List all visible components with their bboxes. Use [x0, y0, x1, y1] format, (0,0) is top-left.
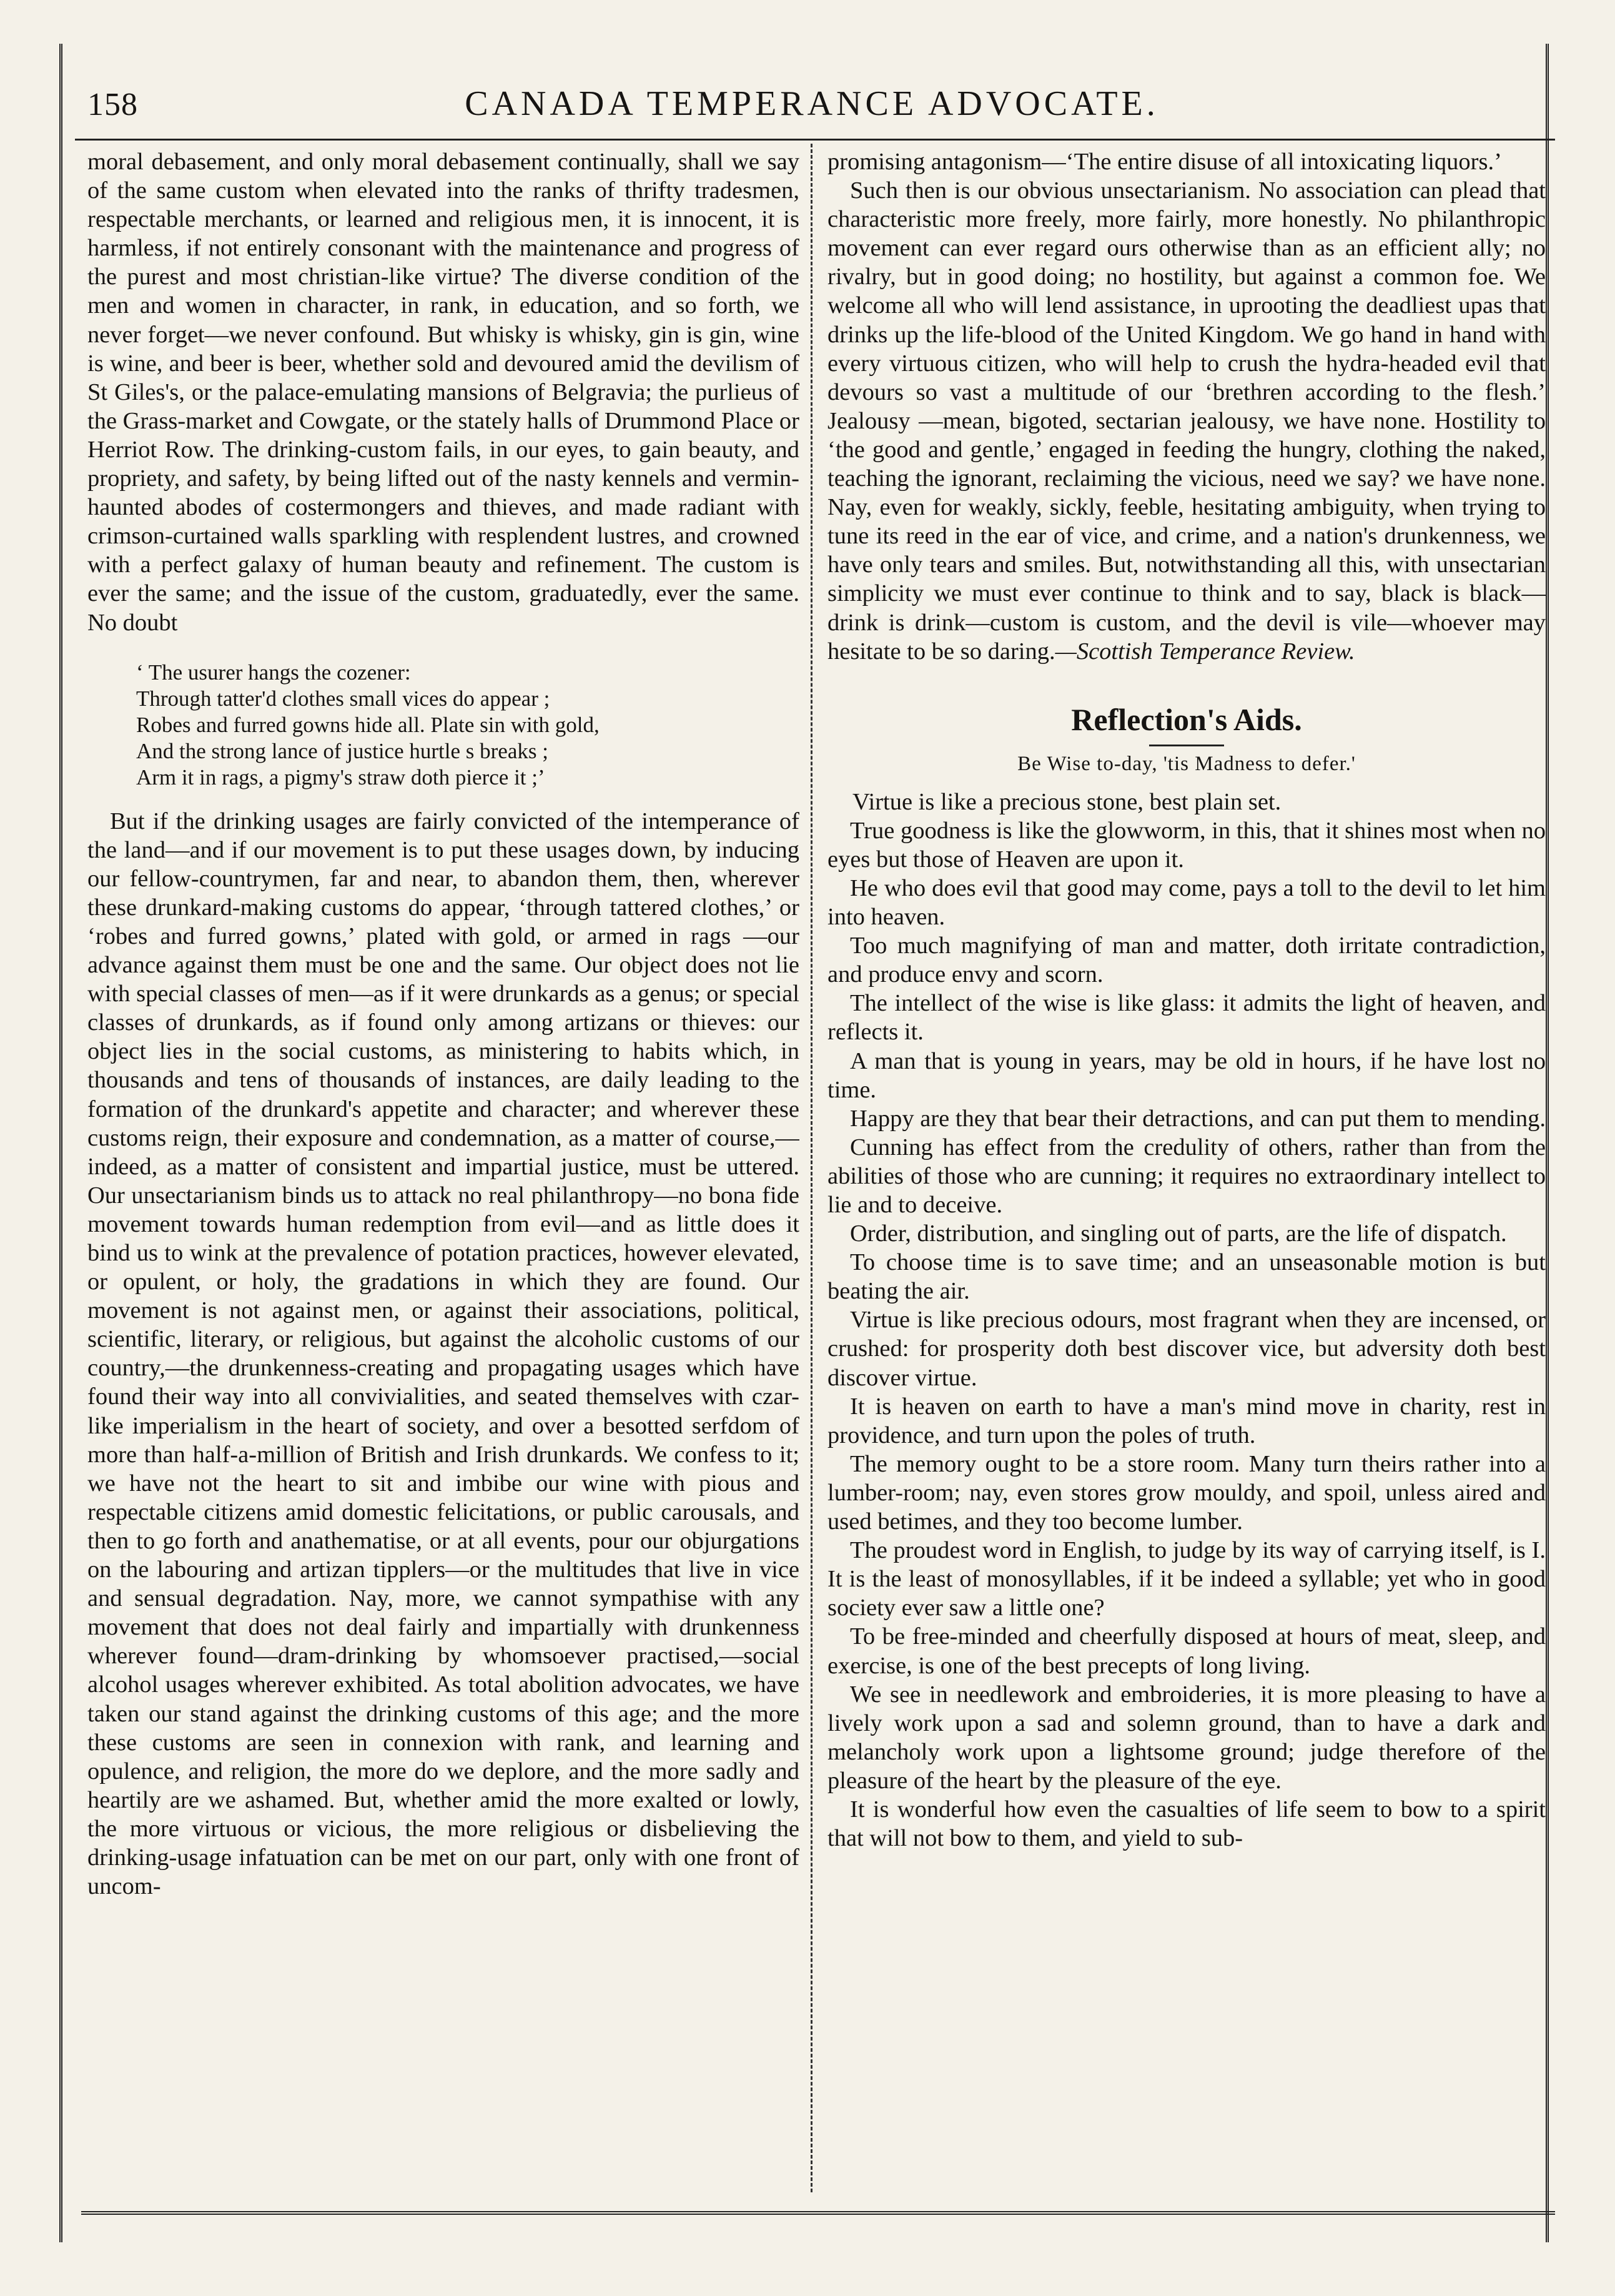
page-header — [75, 75, 1549, 144]
aphorism: We see in needlework and embroideries, it is more pleasing to have a lively work upon a sad and solemn ground, than to have a dark and melancholy work upon a lightsome ground; judge therefore of the pleasure of the heart by the pleasure of the eye. — [827, 1681, 1546, 1794]
aphorism: Order, distribution, and singling out of parts, are the life of dispatch. — [850, 1220, 1507, 1247]
aphorism: It is heaven on earth to have a man's mind move in charity, rest in providence, and turn upon the poles of truth. — [827, 1393, 1546, 1448]
verse-line: Through tatter'd clothes small vices do appear ; — [136, 686, 550, 711]
bottom-rule — [81, 2211, 1555, 2215]
verse-quote — [136, 660, 799, 791]
right-column — [827, 147, 1546, 2202]
aphorism: Virtue is like a precious stone, best plain set. — [852, 788, 1282, 815]
paragraph: But if the drinking usages are fairly convicted of the intemperance of the land—and if our movement is to put these usages down, by inducing our fellow-countrymen, far and near, to abandon them, then, wherever these drunkard-making customs do appear, ‘through tattered clothes,’ or ‘robes and furred gowns,’ plated with gold, or armed in rags —our advance against them must be one and the same. Our object does not lie with special classes of men—as if it were drunkards as a genus; or special classes of drunkards, as if found only among artizans or thieves: our object lies in the social customs, as ministering to habits which, in thousands and tens of thousands of instances, are daily leading to the formation of the drunkard's appetite and character; and wherever these customs reign, their exposure and condemnation, as a matter of course,—indeed, as a matter of consistent and impartial justice, must be uttered. Our unsectarianism binds us to attack no real philanthropy—no bona fide movement towards human redemption from evil—and as little does it bind us to wink at the prevalence of potation practices, however elevated, or opulent, or holy, the gradations in which they are found. Our movement is not against men, or against their associations, political, scientific, literary, or religious, but against the alcoholic customs of our country,—the drunkenness-creating and propagating usages which have found their way into all convivialities, and seated themselves with czar-like imperialism in the heart of society, and over a besotted serfdom of more than half-a-million of British and Irish drunkards. We confess to it; we have not the heart to sit and imbibe our wine with pious and respectable citizens amid domestic felicitations, or public carousals, and then to go forth and anathematise, or at all events, pour our objurgations on the labouring and artizan tipplers—or the multitudes that live in vice and sensual degradation. Nay, more, we cannot sympathise with any movement that does not deal fairly and impartially with drunkenness wherever found—dram-drinking by whomsoever practised,—social alcohol usages wherever exhibited. As total abolition advocates, we have taken our stand against the drinking customs of this age; and the more these customs are seen in connexion with rank, and learning and opulence, and religion, the more do we deplore, and the more sadly and heartily are we ashamed. But, whether amid the more exalted or lowly, the more virtuous or vicious, the more religious or disbelieving the drinking-usage infatuation can be met on our part, only with one front of uncom- — [87, 808, 799, 1900]
source-signature: —Scottish Temperance Review. — [1055, 638, 1355, 665]
verse-line: Arm it in rags, a pigmy's straw doth pierce it ;’ — [136, 765, 545, 789]
aphorism: True goodness is like the glowworm, in this, that it shines most when no eyes but those of Heaven are upon it. — [827, 817, 1546, 873]
verse-line: ‘ The usurer hangs the cozener: — [136, 660, 411, 685]
aphorism-list — [827, 788, 1546, 1853]
header-rule — [75, 139, 1555, 141]
paragraph — [827, 176, 1546, 666]
aphorism: Cunning has effect from the credulity of others, rather than from the abilities of those who are cunning; it requires no extraordinary intellect to lie and to deceive. — [827, 1134, 1546, 1218]
aphorism: To choose time is to save time; and an unseasonable motion is but beating the air. — [827, 1249, 1546, 1305]
section-title: Reflection's Aids. — [1071, 701, 1302, 737]
aphorism: Too much magnifying of man and matter, doth irritate contradiction, and produce envy and scorn. — [827, 933, 1546, 988]
verse-line: Robes and furred gowns hide all. Plate sin with gold, — [136, 712, 600, 737]
aphorism: The memory ought to be a store room. Many turn theirs rather into a lumber-room; nay, even stores grow mouldy, and spoil, unless aired and used betimes, and they too become lumber. — [827, 1450, 1546, 1535]
aphorism: To be free-minded and cheerfully disposed at hours of meat, sleep, and exercise, is one of the best precepts of long living. — [827, 1623, 1546, 1679]
aphorism: Happy are they that bear their detractions, and can put them to mending. — [850, 1105, 1546, 1132]
aphorism: The proudest word in English, to judge by its way of carrying itself, is I. It is the least of monosyllables, if it be indeed a syllable; yet who in good society ever saw a little one? — [827, 1537, 1546, 1621]
paragraph: promising antagonism—‘The entire disuse of all intoxicating liquors.’ — [827, 149, 1502, 175]
section-rule — [1149, 745, 1224, 746]
page-number: 158 — [87, 87, 138, 122]
column-divider — [811, 144, 812, 2192]
aphorism: The intellect of the wise is like glass: it admits the light of heaven, and reflects it. — [827, 990, 1546, 1046]
paragraph-text: Such then is our obvious unsectarianism. No association can plead that characteristic more freely, more fairly, more honestly. No philanthropic movement can ever regard ours otherwise than as an efficient ally; no rivalry, but in good doing; no hostility, but against a common foe. We welcome all who will lend assistance, in uprooting the deadliest upas that drinks up the life-blood of the United Kingdom. We go hand in hand with every virtuous citizen, who will help to crush the hydra-headed evil that devours so vast a multitude of our ‘brethren according to the flesh.’ Jealousy —mean, bigoted, sectarian jealousy, we have none. Hostility to ‘the good and gentle,’ engaged in feeding the hungry, clothing the naked, teaching the ignorant, reclaiming the vicious, need we say? we have none. Nay, even for weakly, sickly, feeble, hesitating ambiguity, when trying to tune its reed in the ear of vice, and crime, and a nation's drunkenness, we have only tears and smiles. But, notwithstanding all this, with unsectarian simplicity we must ever continue to think and to say, black is black—drink is drink—custom is custom, and the devil is vile—whoever may hesitate to be so daring. — [827, 177, 1546, 665]
paragraph: moral debasement, and only moral debasement continually, shall we say of the same custom when elevated into the ranks of thrifty tradesmen, respectable merchants, or learned and religious men, it is innocent, it is harmless, if not entirely consonant with the maintenance and progress of the purest and most christian-like virtue? The diverse condition of the men and women in character, in rank, in education, and so forth, we never forget—we never confound. But whisky is whisky, gin is gin, wine is wine, and beer is beer, whether sold and devoured amid the devilism of St Giles's, or the palace-emulating mansions of Belgravia; the purlieus of the Grass-market and Cowgate, or the stately halls of Drummond Place or Herriot Row. The drinking-custom fails, in our eyes, to gain beauty, and propriety, and safety, by being lifted out of the nasty kennels and vermin-haunted abodes of costermongers and thieves, and made radiant with crimson-curtained walls sparkling with resplendent lustres, and crowned with a perfect galaxy of human beauty and refinement. The custom is ever the same; and the issue of the custom, graduatedly, ever the same. No doubt — [87, 149, 799, 636]
running-title: CANADA TEMPERANCE ADVOCATE. — [465, 84, 1159, 123]
aphorism: A man that is young in years, may be old in hours, if he have lost no time. — [827, 1047, 1546, 1103]
section-motto: Be Wise to-day, 'tis Madness to defer.' — [1017, 752, 1356, 775]
aphorism: He who does evil that good may come, pays a toll to the devil to let him into heaven. — [827, 874, 1546, 931]
aphorism: Virtue is like precious odours, most fragrant when they are incensed, or crushed: for prosperity doth best discover vice, but adversity doth best discover virtue. — [827, 1307, 1546, 1391]
left-column — [87, 147, 799, 2202]
aphorism: It is wonderful how even the casualties of life seem to bow to a spirit that will not bow to them, and yield to sub- — [827, 1796, 1546, 1852]
verse-line: And the strong lance of justice hurtle s breaks ; — [136, 738, 548, 763]
